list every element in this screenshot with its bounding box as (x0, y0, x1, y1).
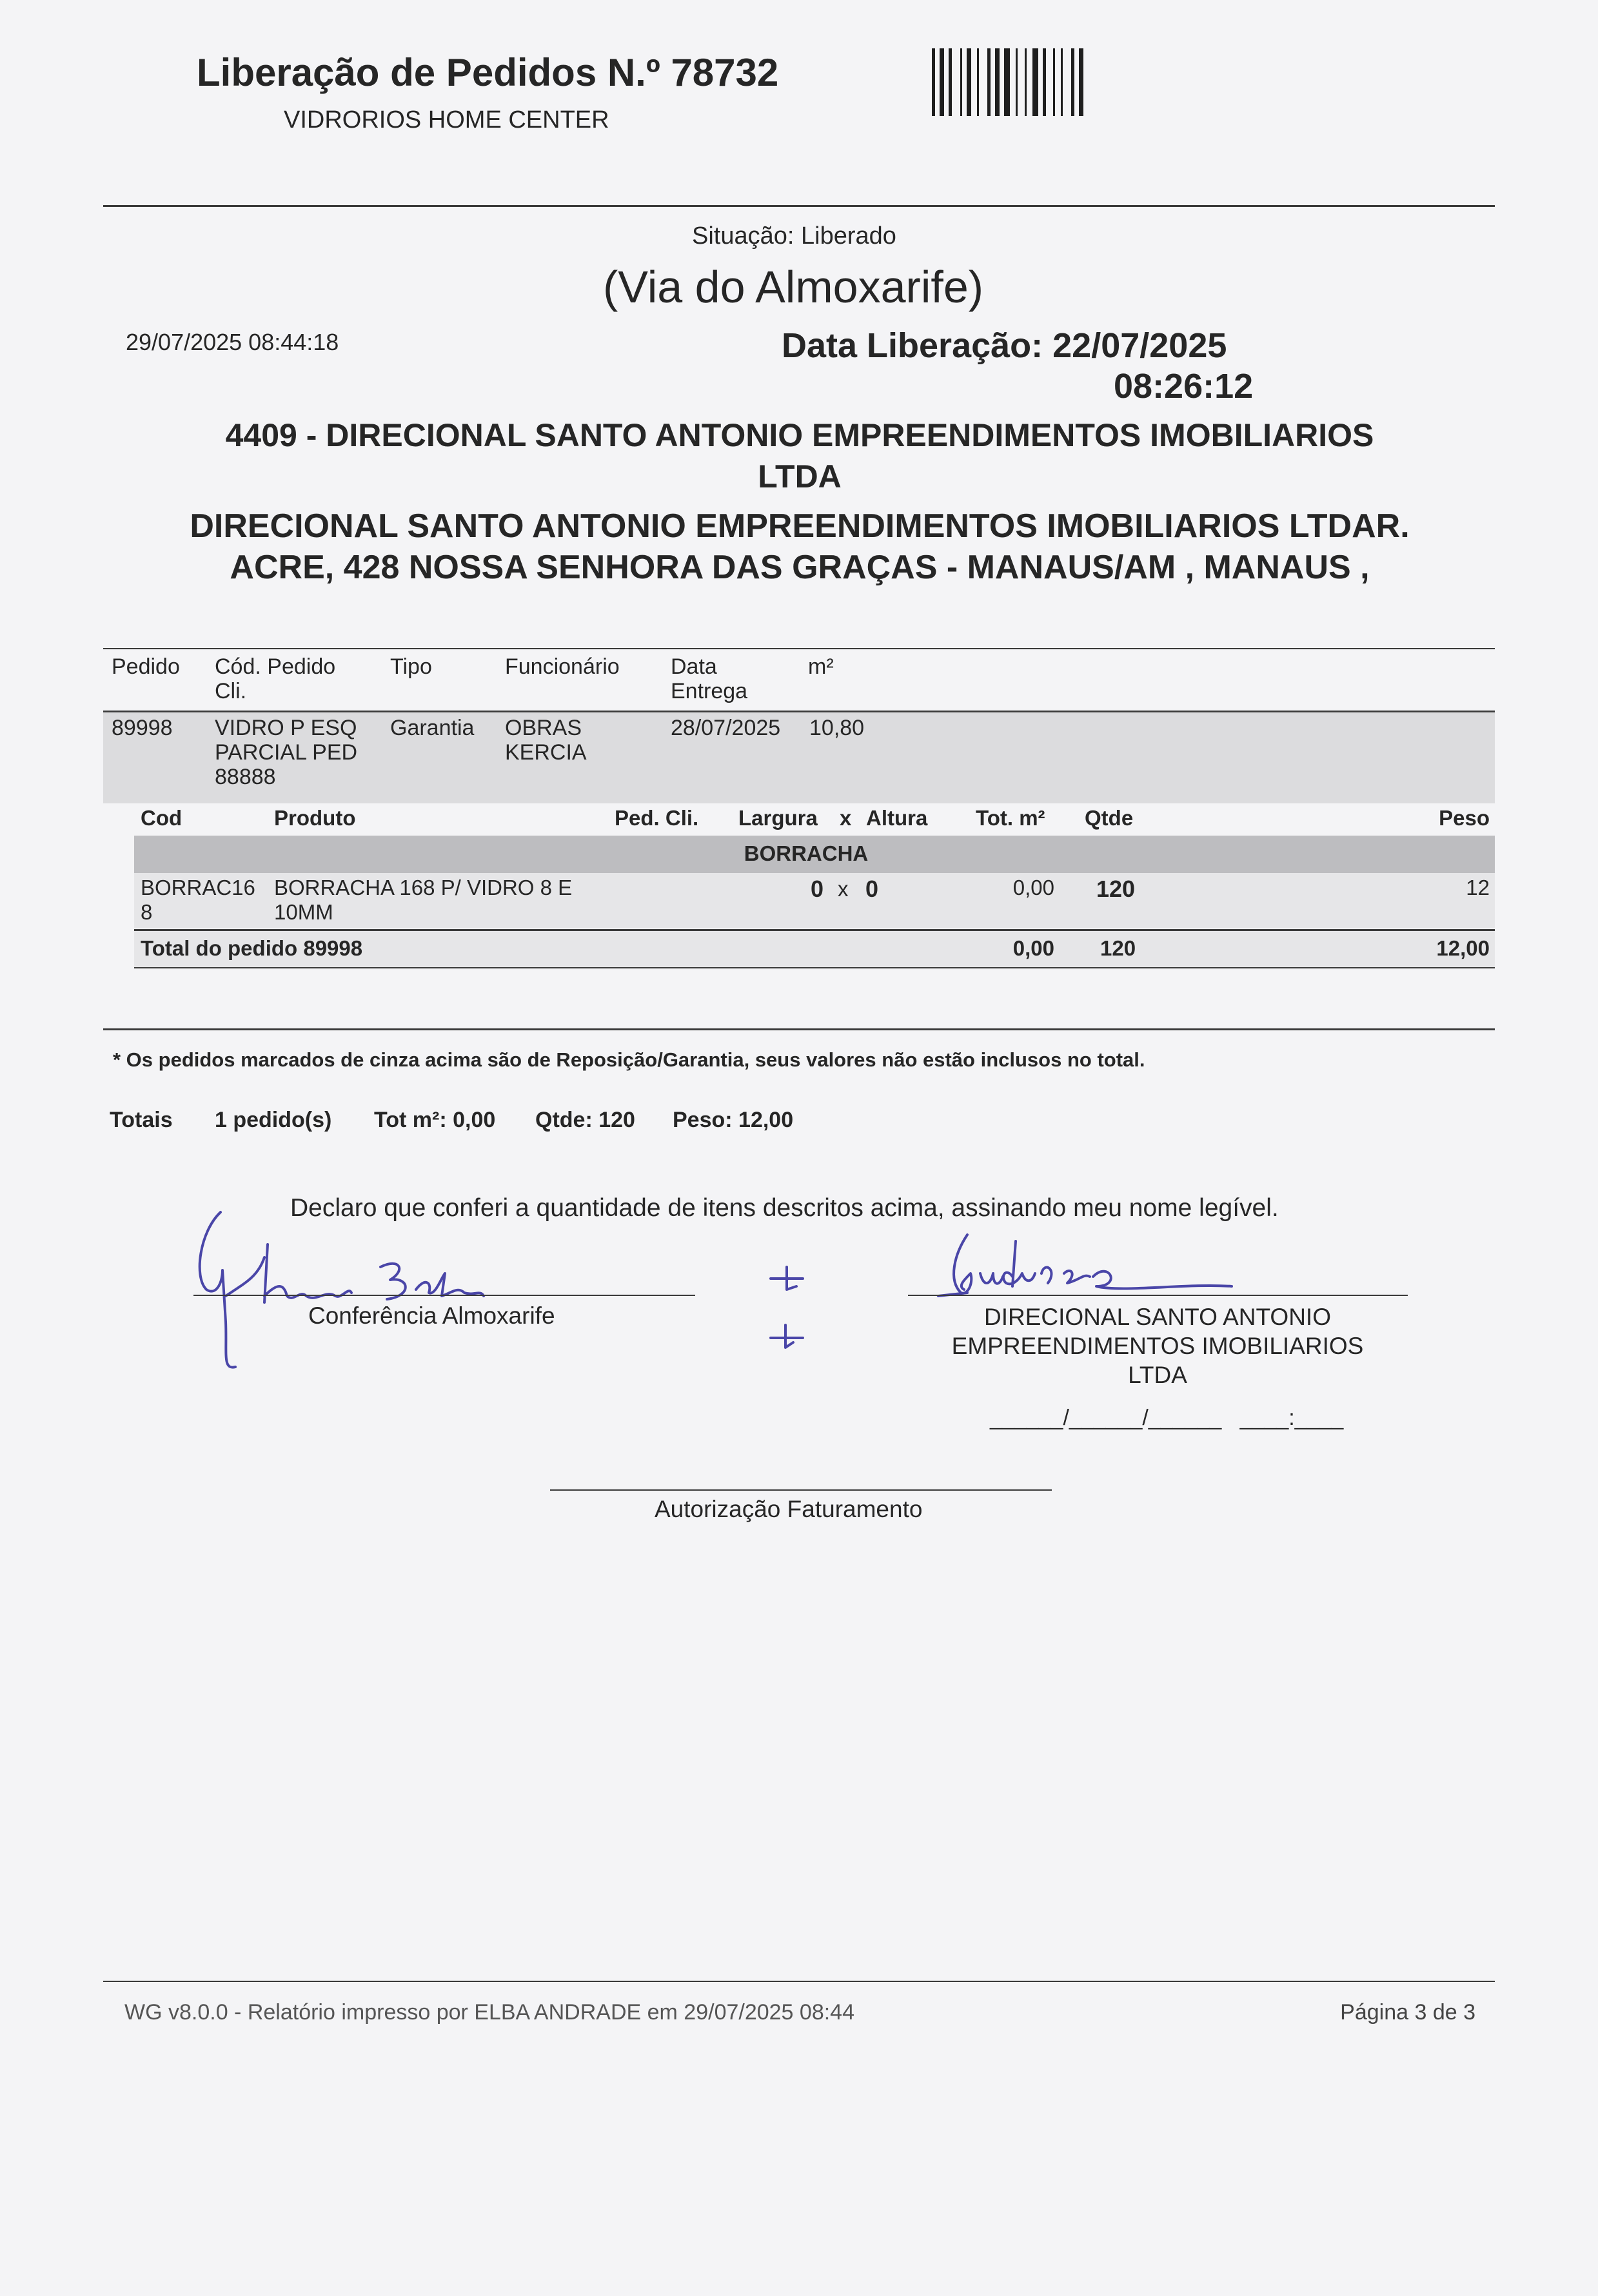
item-header-ped-cli: Ped. Cli. (615, 806, 699, 830)
item-header-x: x (840, 806, 852, 830)
item-x: x (838, 877, 849, 901)
order-total-label: Total do pedido 89998 (141, 936, 363, 960)
company-name: VIDRORIOS HOME CENTER (284, 106, 609, 133)
status-label: Situação: Liberado (692, 222, 896, 250)
orders-table-header-rule (103, 711, 1495, 712)
item-header-produto: Produto (274, 806, 356, 830)
order-tipo: Garantia (390, 716, 475, 740)
client-name-address: DIRECIONAL SANTO ANTONIO EMPREENDIMENTOS IMOBILIARIOS LTDAR. (190, 507, 1410, 545)
col-header-tipo: Tipo (390, 654, 432, 679)
date-time-blank: ______/______/______ ____:____ (990, 1406, 1344, 1430)
handwritten-marks (761, 1257, 813, 1354)
item-header-peso: Peso (1439, 806, 1490, 830)
right-signature-label (903, 1302, 1412, 1389)
footer-print-info: WG v8.0.0 - Relatório impresso por ELBA ANDRADE em 29/07/2025 08:44 (124, 2000, 854, 2025)
signature-line-right (908, 1295, 1408, 1296)
totals-peso: Peso: 12,00 (673, 1108, 794, 1132)
item-peso: 12 (1466, 876, 1490, 899)
client-address-cont: ACRE, 428 NOSSA SENHORA DAS GRAÇAS - MANAUS/AM , MANAUS , (230, 549, 1370, 586)
footer-rule (103, 1981, 1495, 1982)
right-signature-label-line1: DIRECIONAL SANTO ANTONIO (984, 1304, 1331, 1330)
totals-qtde: Qtde: 120 (535, 1108, 635, 1132)
col-header-data-entrega: Data Entrega (671, 654, 748, 703)
authorization-label: Autorização Faturamento (655, 1496, 923, 1522)
order-cod-pedido-cli: VIDRO P ESQ PARCIAL PED 88888 (215, 716, 358, 789)
item-cod: BORRAC16 8 (141, 876, 255, 924)
order-pedido: 89998 (112, 716, 173, 740)
note-top-rule (103, 1028, 1495, 1030)
group-label: BORRACHA (744, 841, 869, 865)
col-header-pedido: Pedido (112, 654, 180, 679)
order-data-entrega: 28/07/2025 (671, 716, 781, 740)
right-signature-label-line3: LTDA (1128, 1362, 1187, 1388)
via-label: (Via do Almoxarife) (603, 262, 984, 312)
col-header-funcionario: Funcionário (505, 654, 620, 679)
item-header-cod: Cod (141, 806, 182, 830)
totals-label: Totais (110, 1108, 173, 1132)
document-title: Liberação de Pedidos N.º 78732 (197, 51, 779, 94)
totals-pedidos: 1 pedido(s) (215, 1108, 332, 1132)
authorization-line (550, 1489, 1052, 1491)
col-header-m2: m² (808, 654, 834, 679)
item-tot-m2: 0,00 (1012, 876, 1054, 899)
item-header-tot-m2: Tot. m² (976, 806, 1045, 830)
garantia-note: * Os pedidos marcados de cinza acima são de Reposição/Garantia, seus valores não estão inclusos no total. (113, 1048, 1145, 1071)
signature-line-left (193, 1295, 695, 1296)
release-date: Data Liberação: 22/07/2025 (782, 326, 1227, 365)
item-header-altura: Altura (866, 806, 928, 830)
col-header-cod-pedido-cli: Cód. Pedido Cli. (215, 654, 336, 703)
order-funcionario: OBRAS KERCIA (505, 716, 587, 765)
order-total-bottom-rule (134, 967, 1495, 968)
handwritten-signature-left (187, 1206, 490, 1380)
left-signature-label: Conferência Almoxarife (308, 1302, 555, 1329)
item-header-qtde: Qtde (1085, 806, 1134, 830)
right-signature-label-line2: EMPREENDIMENTOS IMOBILIARIOS (951, 1333, 1364, 1359)
orders-table-top-rule (103, 648, 1495, 649)
item-produto: BORRACHA 168 P/ VIDRO 8 E 10MM (274, 876, 573, 924)
totals-tot-m2: Tot m²: 0,00 (374, 1108, 496, 1132)
item-qtde: 120 (1096, 876, 1136, 902)
client-code-name: 4409 - DIRECIONAL SANTO ANTONIO EMPREENDIMENTOS IMOBILIARIOS (225, 417, 1374, 453)
order-total-qtde: 120 (1100, 936, 1136, 960)
print-datetime: 29/07/2025 08:44:18 (126, 329, 339, 355)
order-total-peso: 12,00 (1436, 936, 1490, 960)
page-number: Página 3 de 3 (1340, 2000, 1475, 2025)
client-code-name-cont: LTDA (758, 458, 842, 495)
order-m2: 10,80 (809, 716, 865, 740)
item-header-largura: Largura (738, 806, 818, 830)
item-largura: 0 (811, 876, 824, 902)
declaration: Declaro que conferi a quantidade de itens descritos acima, assinando meu nome legível. (290, 1194, 1279, 1222)
order-total-tot-m2: 0,00 (1012, 936, 1054, 960)
release-time: 08:26:12 (1114, 367, 1254, 406)
header-rule (103, 205, 1495, 207)
barcode (932, 48, 1177, 116)
item-altura: 0 (865, 876, 879, 902)
